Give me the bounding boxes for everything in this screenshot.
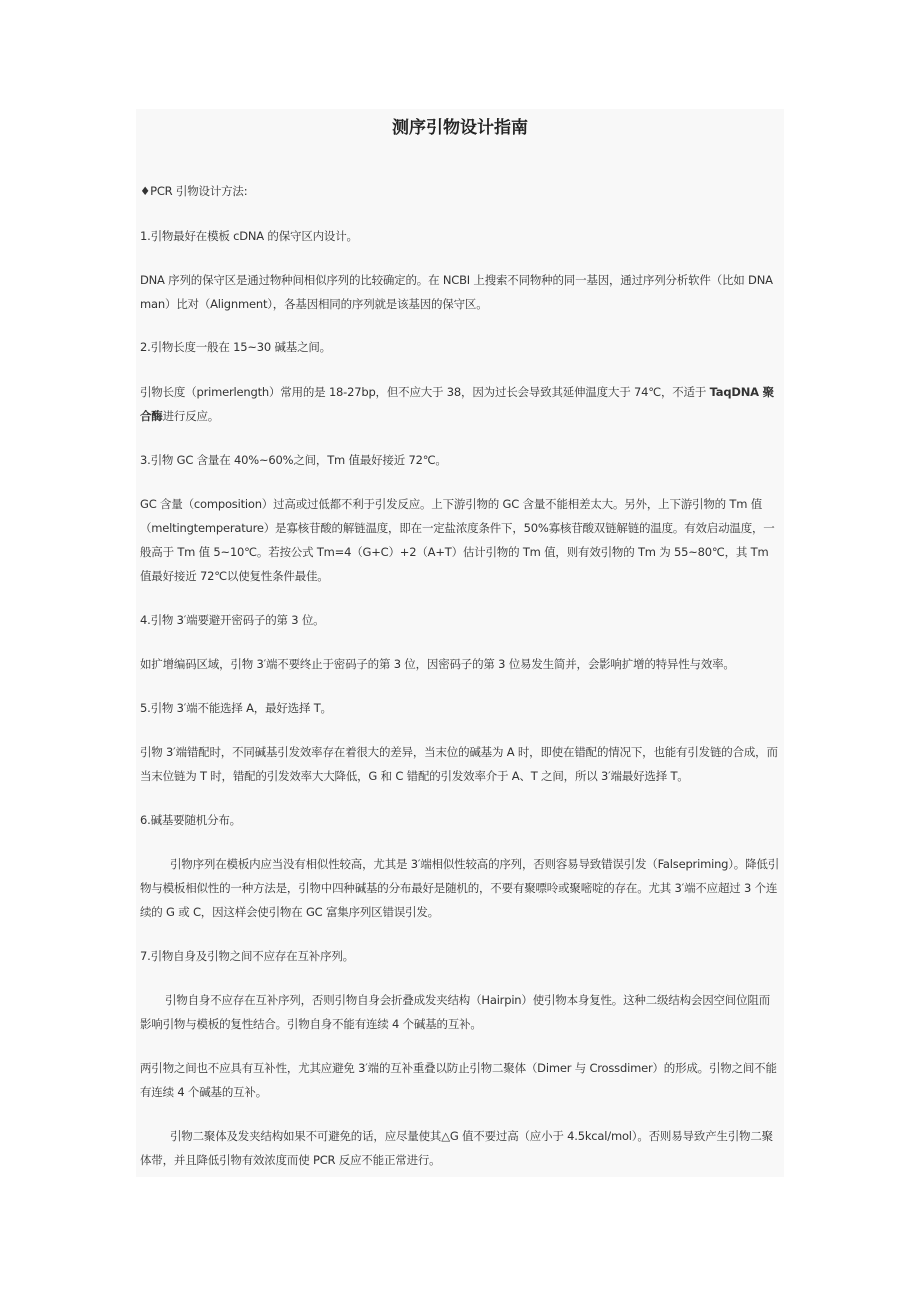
rule-4-heading: 4.引物 3′端要避开密码子的第 3 位。 — [140, 613, 325, 627]
rule-7-body-3: 引物二聚体及发夹结构如果不可避免的话，应尽量使其△G 值不要过高（应小于 4.5kcal/mol）。否则易导致产生引物二聚体带，并且降低引物有效浓度而使 PCR 反应不能正常进行。 — [140, 1129, 773, 1167]
rule-2-body-pre: 引物长度（primerlength）常用的是 18-27bp，但不应大于 38，因为过长会导致其延伸温度大于 74℃，不适于 — [140, 385, 710, 399]
rule-7-body-1: 引物自身不应存在互补序列，否则引物自身会折叠成发夹结构（Hairpin）使引物本身复性。这种二级结构会因空间位阻而影响引物与模板的复性结合。引物自身不能有连续 4 个碱基的互补。 — [140, 993, 770, 1031]
rule-1-heading: 1.引物最好在模板 cDNA 的保守区内设计。 — [140, 229, 358, 243]
rule-2-body-post: 进行反应。 — [162, 409, 220, 423]
rule-1-body: DNA 序列的保守区是通过物种间相似序列的比较确定的。在 NCBI 上搜索不同物种的同一基因，通过序列分析软件（比如 DNAman）比对（Alignment），各基因相同的序列就是该基因的保守区。 — [140, 273, 773, 311]
rule-5-heading: 5.引物 3′端不能选择 A，最好选择 T。 — [140, 701, 332, 715]
document-title: 测序引物设计指南 — [392, 118, 528, 138]
rule-2-body-bold: TaqDNA 聚合酶 — [140, 385, 774, 423]
rule-7-body-2: 两引物之间也不应具有互补性，尤其应避免 3′端的互补重叠以防止引物二聚体（Dimer 与 Crossdimer）的形成。引物之间不能有连续 4 个碱基的互补。 — [140, 1061, 777, 1099]
rule-4-body: 如扩增编码区域，引物 3′端不要终止于密码子的第 3 位，因密码子的第 3 位易发生简并，会影响扩增的特异性与效率。 — [140, 657, 735, 671]
section-heading-pcr: ♦PCR 引物设计方法: — [140, 184, 248, 198]
rule-2-heading: 2.引物长度一般在 15~30 碱基之间。 — [140, 340, 331, 354]
rule-3-body: GC 含量（composition）过高或过低都不利于引发反应。上下游引物的 GC 含量不能相差太大。另外，上下游引物的 Tm 值（meltingtemperature）是寡核苷酸的解链温度，即在一定盐浓度条件下，50%寡核苷酸双链解链的温度。有效启动温度，一般高于 Tm 值 5~10℃。若按公式 Tm=4（G+C）+2（A+T）估计引物的 Tm 值，则有效引物的 Tm 为 55~80℃，其 Tm 值最好接近 72℃以使复性条件最佳。 — [140, 497, 775, 583]
rule-7-heading: 7.引物自身及引物之间不应存在互补序列。 — [140, 949, 354, 963]
rule-3-heading: 3.引物 GC 含量在 40%~60%之间，Tm 值最好接近 72℃。 — [140, 453, 447, 467]
rule-5-body: 引物 3′端错配时，不同碱基引发效率存在着很大的差异，当末位的碱基为 A 时，即使在错配的情况下，也能有引发链的合成，而当末位链为 T 时，错配的引发效率大大降低，G 和 C 错配的引发效率介于 A、T 之间，所以 3′端最好选择 T。 — [140, 745, 778, 783]
rule-6-heading: 6.碱基要随机分布。 — [140, 813, 241, 827]
rule-2-body — [140, 380, 780, 428]
rule-6-body: 引物序列在模板内应当没有相似性较高，尤其是 3′端相似性较高的序列，否则容易导致错误引发（Falsepriming）。降低引物与模板相似性的一种方法是，引物中四种碱基的分布最好是随机的，不要有聚嘌呤或聚嘧啶的存在。尤其 3′端不应超过 3 个连续的 G 或 C，因这样会使引物在 GC 富集序列区错误引发。 — [140, 857, 780, 919]
document-page — [136, 109, 784, 1177]
